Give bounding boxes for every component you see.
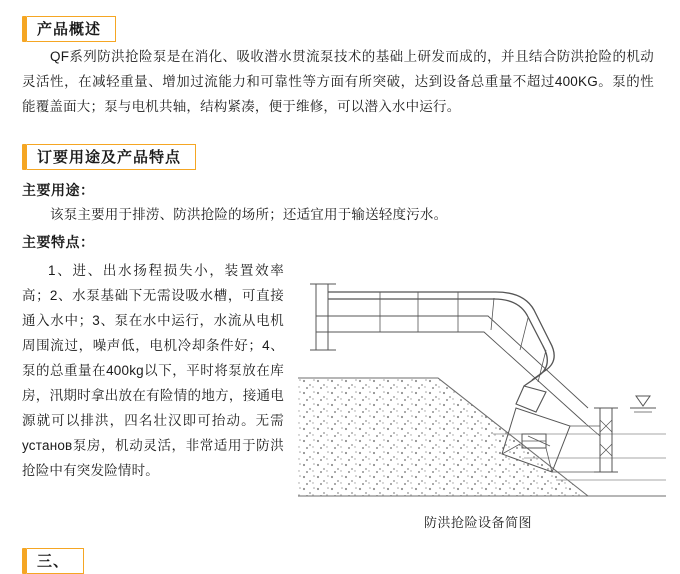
section-heading-third-label: 三、 (37, 552, 70, 570)
figure-caption: 防洪抢险设备简图 (423, 515, 532, 530)
section-heading-overview (22, 16, 116, 42)
usage-paragraph: 该泵主要用于排涝、防洪抢险的场所；还适宜用于输送轻度污水。 (50, 207, 448, 222)
heading-plate (27, 16, 116, 42)
section-heading-third (22, 548, 84, 574)
features-paragraph: 1、进、出水扬程损失小，装置效率高；2、水泵基础下无需设吸水槽，可直接通入水中；3、泵在水中运行，水流从电机周围流过，噪声低，电机冷却条件好；4、泵的总重量在400kg以下，平时将泵放在库房，汛期时拿出放在有险情的地方，接通电源就可以排洪，四名壮汉即可抬动。无需установ泵房，机动灵活，非常适用于防洪抢险中有突发险情时。 (22, 263, 284, 478)
heading-plate (27, 548, 84, 574)
section-heading-overview-label: 产品概述 (37, 20, 102, 38)
features-subheading: 主要特点： (22, 234, 95, 250)
overview-paragraph: QF系列防洪抢险泵是在消化、吸收潜水贯流泵技术的基础上研发而成的，并且结合防洪抢险的机动灵活性，在减轻重量、增加过流能力和可靠性等方面有所突破，达到设备总重量不超过400KG。泵的性能覆盖面大；泵与电机共轴，结构紧凑，便于维修，可以潜入水中运行。 (22, 49, 654, 114)
heading-plate (27, 144, 196, 170)
section-heading-usage (22, 144, 196, 170)
usage-subheading: 主要用途： (22, 182, 95, 198)
equipment-diagram (288, 258, 668, 526)
section-heading-usage-label: 订要用途及产品特点 (37, 148, 182, 166)
